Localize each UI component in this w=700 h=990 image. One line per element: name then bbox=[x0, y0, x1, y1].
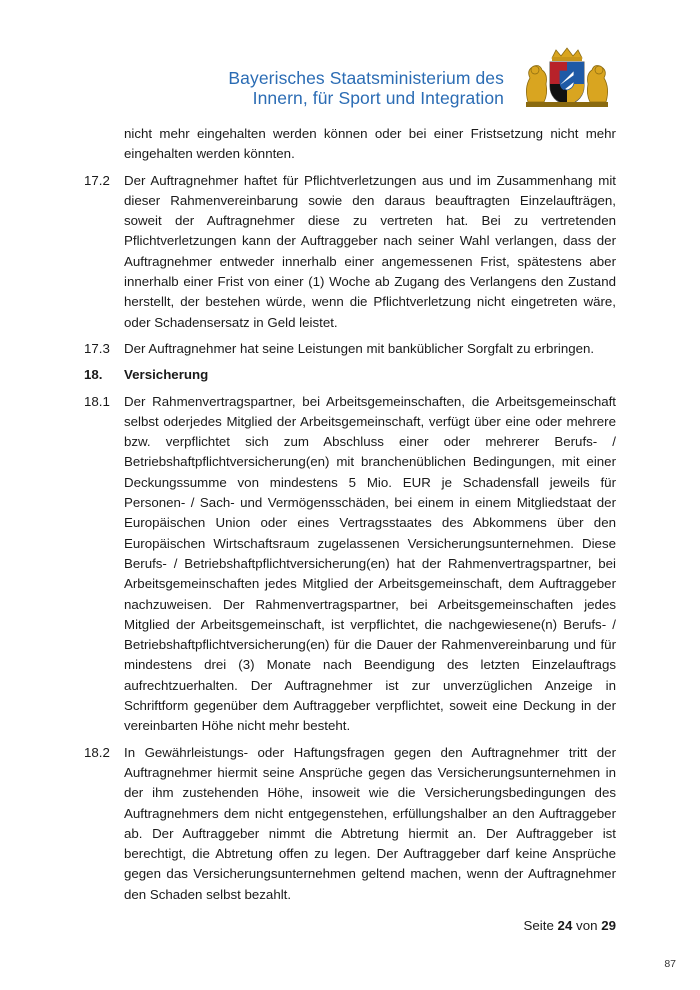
section-title: Versicherung bbox=[124, 367, 209, 383]
bavarian-coat-of-arms-icon bbox=[518, 44, 616, 110]
paragraph-number: 17.2 bbox=[84, 172, 110, 188]
paragraph-text: In Gewährleistungs- oder Haftungsfragen gegen den Auftragnehmer tritt der Auftragnehmer hiermit seine Ansprüche gegen das Versicherungsunternehmen in der ihm zustehenden Höhe, insoweit wie die Versicherungsbedingungen des Auftragnehmers dem nicht entgegenstehen, erfüllungshalber an den Auftraggeber ab. Der Auftraggeber nimmt die Abtretung hiermit an. Der Auftraggeber ist berechtigt, die Abtretung offen zu legen. Der Auftraggeber darf keine Ansprüche gegen das Versicherungsunternehmen geltend machen, wenn der Auftragnehmer den Schaden selbst bezahlt. bbox=[124, 744, 616, 902]
paragraph-text: Der Auftragnehmer hat seine Leistungen mit banküblicher Sorgfalt zu erbringen. bbox=[124, 340, 595, 356]
paragraph-number: 17.3 bbox=[84, 340, 110, 356]
paragraph-text: Der Auftragnehmer haftet für Pflichtverletzungen aus und im Zusammenhang mit dieser Rahmenvereinbarung sowie den daraus beauftragten Einzelaufträgen, soweit der Auftragnehmer diese zu vertreten hat. Bei zu vertretenden Pflichtverletzungen kann der Auftraggeber nach seiner Wahl verlangen, dass der Auftragnehmer entweder innerhalb einer angemessenen Frist, spätestens aber innerhalb einer Frist von einer (1) Woche ab Zugang des Verlangens den Zustand herstellt, der bestehen würde, wenn die Pflichtverletzung nicht eingetreten wäre, oder Schadensersatz in Geld leistet. bbox=[124, 172, 616, 330]
paragraph-17-3 bbox=[84, 339, 616, 359]
paragraph-18-2 bbox=[84, 743, 616, 905]
paragraph-text: nicht mehr eingehalten werden können oder bei einer Fristsetzung nicht mehr eingehalten werden könnten. bbox=[124, 126, 616, 162]
paragraph-continuation bbox=[84, 124, 616, 165]
ministry-title-line2: Innern, für Sport und Integration bbox=[252, 88, 504, 108]
page-indicator bbox=[524, 918, 616, 933]
ministry-title-line1: Bayerisches Staatsministerium des bbox=[228, 68, 504, 88]
paragraph-text: Der Rahmenvertragspartner, bei Arbeitsgemeinschaften, die Arbeitsgemeinschaft selbst oderjedes Mitglied der Arbeitsgemeinschaft, verfügt über eine oder mehrere bzw. verpflichtet sich zum Abschluss einer oder mehrerer Berufs- / Betriebshaftpflichtversicherung(en) mit branchenüblichen Bedingungen, mit einer Deckungssumme von mindestens 5 Mio. EUR je Schadensfall jeweils für Personen- / Sach- und Vermögensschäden, bei einem in einem Mitgliedstaat der Europäischen Union oder eines Vertragsstaates des Abkommens über den Europäischen Wirtschaftsraum zugelassenen Versicherungsunternehmen. Diese Berufs- / Betriebshaftpflichtversicherung(en) hat der Rahmenvertragspartner, bei Arbeitsgemeinschaften jedes Mitglied der Arbeitsgemeinschaft, dem Auftraggeber nachzuweisen. Der Rahmenvertragspartner, bei Arbeitsgemeinschaften jedes Mitglied der Arbeitsgemeinschaft, ist verpflichtet, die nachgewiesene(n) Berufs- / Betriebshaftpflichtversicherung(en) für die Dauer der Rahmenvereinbarung und für mindestens drei (3) Monate nach Beendigung des letzten Einzelauftrags aufrechtzuerhalten. Der Auftragnehmer ist zur unverzüglichen Anzeige in Schriftform gegenüber dem Auftraggeber verpflichtet, soweit eine Deckung in der vereinbarten Höhe nicht mehr besteht. bbox=[124, 393, 616, 734]
paragraph-17-2 bbox=[84, 171, 616, 333]
total-pages: 29 bbox=[601, 918, 616, 933]
section-number: 18. bbox=[84, 367, 103, 383]
paragraph-number: 18.1 bbox=[84, 393, 110, 409]
page-of-label: von bbox=[576, 918, 598, 933]
current-page: 24 bbox=[557, 918, 573, 933]
scan-page-number: 87 bbox=[664, 958, 676, 970]
document-body bbox=[84, 124, 616, 911]
paragraph-18-1 bbox=[84, 392, 616, 737]
section-heading-18 bbox=[84, 365, 616, 385]
page-label: Seite bbox=[523, 918, 554, 933]
paragraph-number: 18.2 bbox=[84, 744, 110, 760]
ministry-title bbox=[228, 68, 504, 108]
